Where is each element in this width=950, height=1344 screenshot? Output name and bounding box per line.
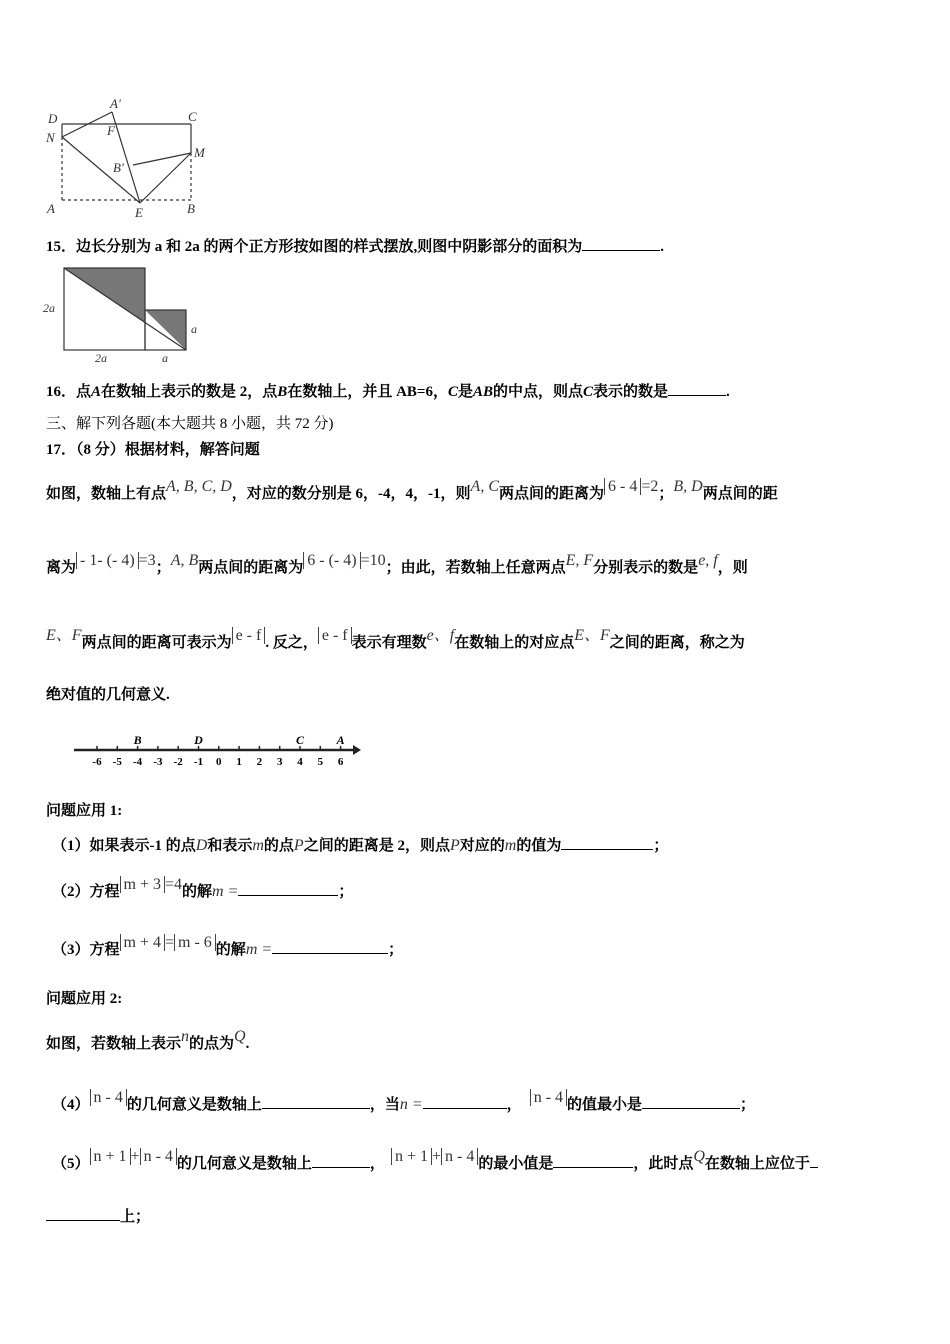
application-2-title: 问题应用 2: bbox=[46, 991, 123, 1007]
question-17-heading: 17．（8 分）根据材料，解答问题 bbox=[46, 442, 260, 458]
number-line-tick-label: 2 bbox=[256, 756, 263, 768]
answer-blank[interactable] bbox=[312, 1153, 370, 1168]
app2-question-5: （5） n + 1 + n - 4 的几何意义是数轴上 ， n + 1 + n - 4 的最小值是 ，此时点Q在数轴上应位于 bbox=[52, 1153, 818, 1174]
number-line-tick-label: 4 bbox=[297, 756, 303, 768]
answer-blank[interactable] bbox=[553, 1153, 633, 1168]
fig-label: 2a bbox=[95, 351, 107, 365]
number-line-tick-label: 6 bbox=[337, 756, 344, 768]
q17-material-line-4: 绝对值的几何意义. bbox=[46, 687, 170, 703]
answer-blank[interactable] bbox=[272, 939, 388, 954]
two-squares-figure bbox=[40, 262, 210, 367]
folded-rectangle-figure bbox=[40, 95, 220, 220]
app1-question-1: （1）如果表示-1 的点D和表示m的点P之间的距离是 2，则点P对应的m的值为 ； bbox=[52, 837, 669, 854]
fig-label: M bbox=[194, 145, 205, 160]
answer-blank[interactable] bbox=[561, 835, 653, 850]
section-heading: 三、解下列各题(本大题共 8 小题，共 72 分) bbox=[46, 416, 334, 432]
q17-material-line-1: 如图，数轴上有点A, B, C, D，对应的数分别是 6，-4，4，-1，则A, C两点间的距离为 6 - 4 =2；B, D两点间的距 bbox=[46, 478, 778, 502]
fig-label: A bbox=[47, 201, 55, 216]
number-line-tick-label: 5 bbox=[317, 756, 324, 768]
fig-label: D bbox=[48, 111, 58, 126]
answer-blank[interactable] bbox=[810, 1153, 818, 1168]
app1-question-2: （2）方程 m + 3 =4的解m = ； bbox=[52, 876, 354, 900]
fig-label: B bbox=[187, 201, 195, 216]
fig-label: C bbox=[188, 109, 197, 124]
number-line-arrow bbox=[353, 745, 361, 755]
answer-blank[interactable] bbox=[423, 1094, 507, 1109]
number-line-point-label: D bbox=[194, 733, 203, 747]
number-line-tick-label: -6 bbox=[92, 756, 102, 768]
fig-label: F bbox=[107, 123, 115, 138]
fig-label: B' bbox=[113, 160, 124, 175]
number-line-tick-label: -5 bbox=[112, 756, 122, 768]
answer-blank[interactable] bbox=[668, 381, 726, 396]
answer-blank[interactable] bbox=[582, 236, 660, 251]
fig-label: a bbox=[191, 322, 197, 336]
question-15: 15．边长分别为 a 和 2a 的两个正方形按如图的样式摆放,则图中阴影部分的面积为 . bbox=[46, 236, 664, 257]
number-line-figure bbox=[70, 732, 365, 772]
number-line-tick-label: -2 bbox=[173, 756, 183, 768]
fig-label: E bbox=[135, 205, 143, 220]
fig-label: a bbox=[162, 351, 168, 365]
fig-label: A' bbox=[110, 96, 121, 111]
fig-label: N bbox=[46, 130, 55, 145]
app2-intro: 如图，若数轴上表示n的点为Q. bbox=[46, 1028, 250, 1052]
number-line-point-label: A bbox=[336, 733, 345, 747]
q17-material-line-2: 离为 - 1- (- 4) =3；A, B两点间的距离为 6 - (- 4) =10；由此，若数轴上任意两点E, F分别表示的数是e, f，则 bbox=[46, 552, 748, 576]
number-line-tick-label: 0 bbox=[216, 756, 222, 768]
answer-blank[interactable] bbox=[642, 1094, 740, 1109]
answer-blank[interactable] bbox=[238, 881, 338, 896]
app2-question-5-continued: 上； bbox=[46, 1206, 150, 1227]
q17-material-line-3: E、F两点间的距离可表示为 e - f . 反之， e - f 表示有理数e、f在数轴上的对应点E、F之间的距离，称之为 bbox=[46, 627, 745, 651]
number-line-tick-label: -4 bbox=[133, 756, 143, 768]
number-line-point-label: B bbox=[133, 733, 142, 747]
answer-blank[interactable] bbox=[262, 1094, 370, 1109]
number-line-tick-label: 1 bbox=[236, 756, 242, 768]
number-line-tick-label: 3 bbox=[276, 756, 283, 768]
fig-label: 2a bbox=[43, 301, 55, 315]
question-16: 16．点A在数轴上表示的数是 2，点B在数轴上，并且 AB=6，C是AB的中点，则点C表示的数是 . bbox=[46, 381, 730, 402]
app1-question-3: （3）方程 m + 4 = m - 6 的解m = ； bbox=[52, 934, 404, 958]
app2-question-4: （4） n - 4 的几何意义是数轴上 ，当n = ， n - 4 的值最小是 ； bbox=[52, 1089, 756, 1113]
answer-blank[interactable] bbox=[46, 1206, 120, 1221]
application-1-title: 问题应用 1: bbox=[46, 803, 123, 819]
number-line-point-label: C bbox=[295, 733, 305, 747]
number-line-tick-label: -3 bbox=[153, 756, 163, 768]
number-line-tick-label: -1 bbox=[193, 756, 204, 768]
